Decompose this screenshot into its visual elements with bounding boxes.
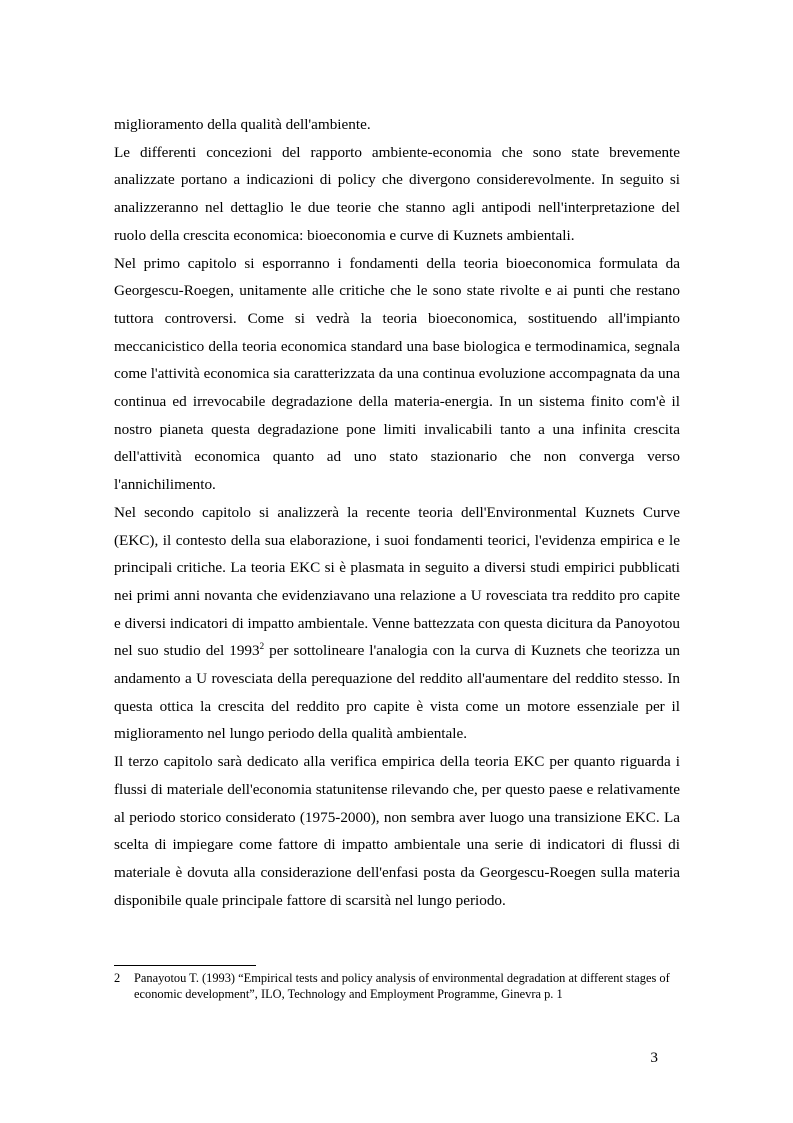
footnote-separator xyxy=(114,965,256,966)
body-text xyxy=(114,111,680,914)
footnote-number: 2 xyxy=(114,971,121,985)
paragraph-continuation: miglioramento della qualità dell'ambiente. xyxy=(114,116,371,133)
paragraph-second-chapter-part2: per sottolineare l'analogia con la curva di Kuznets che teorizza un andamento a U rovesciata della perequazione del reddito all'aumentare del reddito stesso. In questa ottica la crescita del reddito pro capite è vista come un motore essenziale per il miglioramento nel lungo periodo della qualità ambientale. xyxy=(114,642,681,743)
page-number: 3 xyxy=(650,1049,658,1066)
paragraph-second-chapter-part1: Nel secondo capitolo si analizzerà la recente teoria dell'Environmental Kuznets Curve (EKC), il contesto della sua elaborazione, i suoi fondamenti teorici, l'evidenza empirica e le principali critiche. La teoria EKC si è plasmata in seguito a diversi studi empirici pubblicati nei primi anni novanta che evidenziavano una relazione a U rovesciata tra reddito pro capite e diversi indicatori di impatto ambientale. Venne battezzata con questa dicitura da Panoyotou nel suo studio del 1993 xyxy=(114,503,680,660)
footnote-reference[interactable]: 2 xyxy=(259,641,265,652)
paragraph-third-chapter: Il terzo capitolo sarà dedicato alla verifica empirica della teoria EKC per quanto riguarda i flussi di materiale dell'economia statunitense rilevando che, per questo paese e relativamente al periodo storico considerato (1975-2000), non sembra aver luogo una transizione EKC. La scelta di impiegare come fattore di impatto ambientale una serie di indicatori di flussi di materiale è dovuta alla considerazione dell'enfasi posta da Georgescu-Roegen sulla materia disponibile quale principale fattore di scarsità nel lungo periodo. xyxy=(114,753,680,909)
paragraph-second-chapter xyxy=(114,499,680,748)
footnote-text: Panayotou T. (1993) “Empirical tests and policy analysis of environmental degradation at different stages of economic development”, ILO, Technology and Employment Programme, Ginevra p. 1 xyxy=(134,971,670,1001)
footnote xyxy=(114,970,680,1002)
paragraph-policy-indications: Le differenti concezioni del rapporto ambiente-economia che sono state brevemente analizzate portano a indicazioni di policy che divergono considerevolmente. In seguito si analizzeranno nel dettaglio le due teorie che stanno agli antipodi nell'interpretazione del ruolo della crescita economica: bioeconomia e curve di Kuznets ambientali. xyxy=(114,143,680,244)
paragraph-first-chapter: Nel primo capitolo si esporranno i fondamenti della teoria bioeconomica formulata da Georgescu-Roegen, unitamente alle critiche che le sono state rivolte e ai punti che restano tuttora controversi. Come si vedrà la teoria bioeconomica, sostituendo all'impianto meccanicistico della teoria economica standard una base biologica e termodinamica, segnala come l'attività economica sia caratterizzata da una continua evoluzione accompagnata da una continua ed irrevocabile degradazione della materia-energia. In un sistema finito com'è il nostro pianeta questa degradazione pone limiti invalicabili tanto a una infinita crescita dell'attività economica quanto ad uno stato stazionario che non converga verso l'annichilimento. xyxy=(114,254,680,494)
